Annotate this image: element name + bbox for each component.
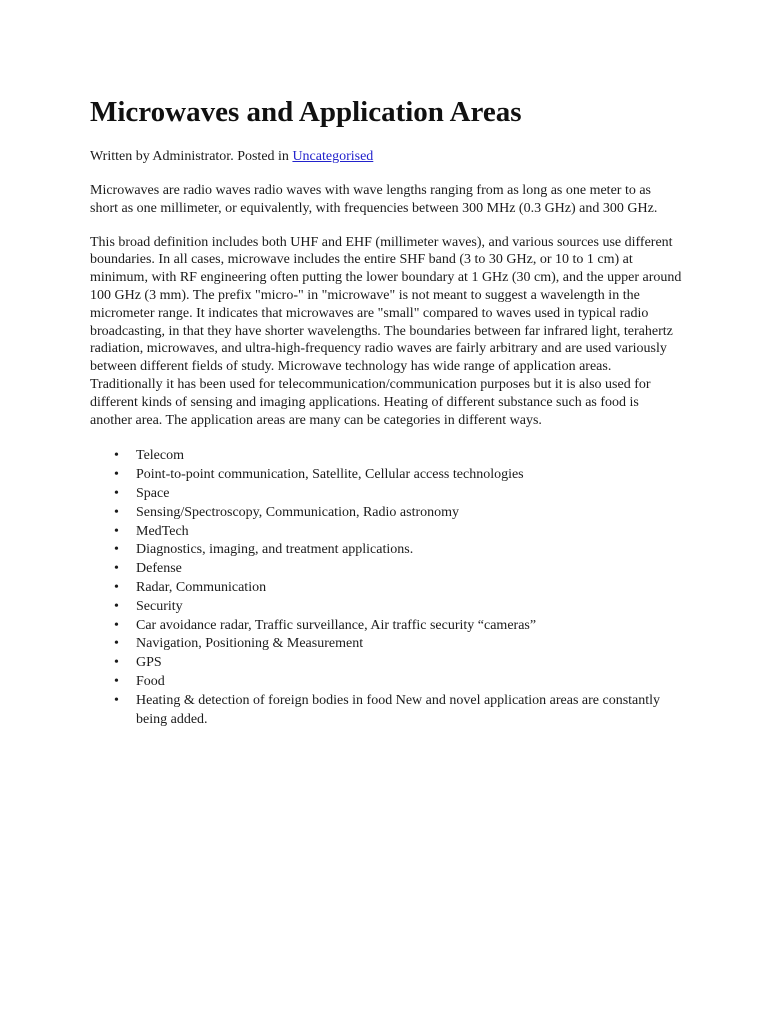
page-title: Microwaves and Application Areas (90, 96, 522, 128)
meta-byline: Written by Administrator. Posted in (90, 149, 293, 164)
paragraph-intro: Microwaves are radio waves radio waves with wave lengths ranging from as long as one meter to as short as one millimeter, or equivalently, with frequencies between 300 MHz (0.3 GHz) and 300 GHz. (90, 183, 658, 216)
bullet-icon: • (114, 636, 119, 652)
list-item-text: Sensing/Spectroscopy, Communication, Radio astronomy (136, 504, 460, 520)
list-item-text: Car avoidance radar, Traffic surveillance, Air traffic security “cameras” (136, 617, 537, 633)
list-item-text: GPS (136, 655, 162, 671)
bullet-icon: • (114, 542, 119, 558)
list-item (114, 523, 682, 542)
list-item (114, 560, 682, 579)
bullet-icon: • (114, 598, 119, 614)
list-item (114, 504, 682, 523)
list-item (114, 447, 682, 466)
list-item-text: Telecom (136, 448, 184, 464)
list-item (114, 692, 682, 730)
bullet-icon: • (114, 485, 119, 501)
list-item-text: Food (136, 673, 165, 689)
list-item (114, 673, 682, 692)
list-item-text: Security (136, 598, 183, 614)
bullet-icon: • (114, 579, 119, 595)
list-item-text: Point-to-point communication, Satellite, Cellular access technologies (136, 467, 524, 483)
application-areas-list (90, 447, 682, 729)
bullet-icon: • (114, 655, 119, 671)
bullet-icon: • (114, 561, 119, 577)
list-item-text: Space (136, 485, 170, 501)
category-link[interactable]: Uncategorised (292, 149, 374, 164)
paragraph-definition: This broad definition includes both UHF and EHF (millimeter waves), and various sources use different boundaries. In all cases, microwave includes the entire SHF band (3 to 30 GHz, or 10 to 1 cm) at minimum, with RF engineering often putting the lower boundary at 1 GHz (30 cm), and the upper around 100 GHz (3 mm). The prefix "micro-" in "microwave" is not meant to suggest a wavelength in the micrometer range. It indicates that microwaves are "small" compared to waves used in typical radio broadcasting, in that they have shorter wavelengths. The boundaries between far infrared light, terahertz radiation, microwaves, and ultra-high-frequency radio waves are fairly arbitrary and are used variously between different fields of study. Microwave technology has wide range of application areas. Traditionally it has been used for telecommunication/communication purposes but it is also used for different kinds of sensing and imaging applications. Heating of different substance such as food is another area. The application areas are many can be categories in different ways. (90, 234, 682, 428)
bullet-icon: • (114, 692, 119, 708)
bullet-icon: • (114, 504, 119, 520)
list-item (114, 635, 682, 654)
list-item (114, 654, 682, 673)
list-item (114, 617, 682, 636)
list-item-text: Diagnostics, imaging, and treatment applications. (136, 542, 414, 558)
bullet-icon: • (114, 673, 119, 689)
list-item (114, 541, 682, 560)
list-item-text: Defense (136, 561, 182, 577)
bullet-icon: • (114, 523, 119, 539)
list-item-text: MedTech (136, 523, 189, 539)
bullet-icon: • (114, 467, 119, 483)
list-item (114, 485, 682, 504)
list-item (114, 598, 682, 617)
list-item (114, 466, 682, 485)
article-meta (90, 148, 682, 166)
bullet-icon: • (114, 617, 119, 633)
list-item-text: Heating & detection of foreign bodies in food New and novel application areas are constantly being added. (136, 692, 661, 727)
list-item-text: Radar, Communication (136, 579, 267, 595)
list-item-text: Navigation, Positioning & Measurement (136, 636, 364, 652)
list-item (114, 579, 682, 598)
bullet-icon: • (114, 448, 119, 464)
article (90, 94, 682, 729)
